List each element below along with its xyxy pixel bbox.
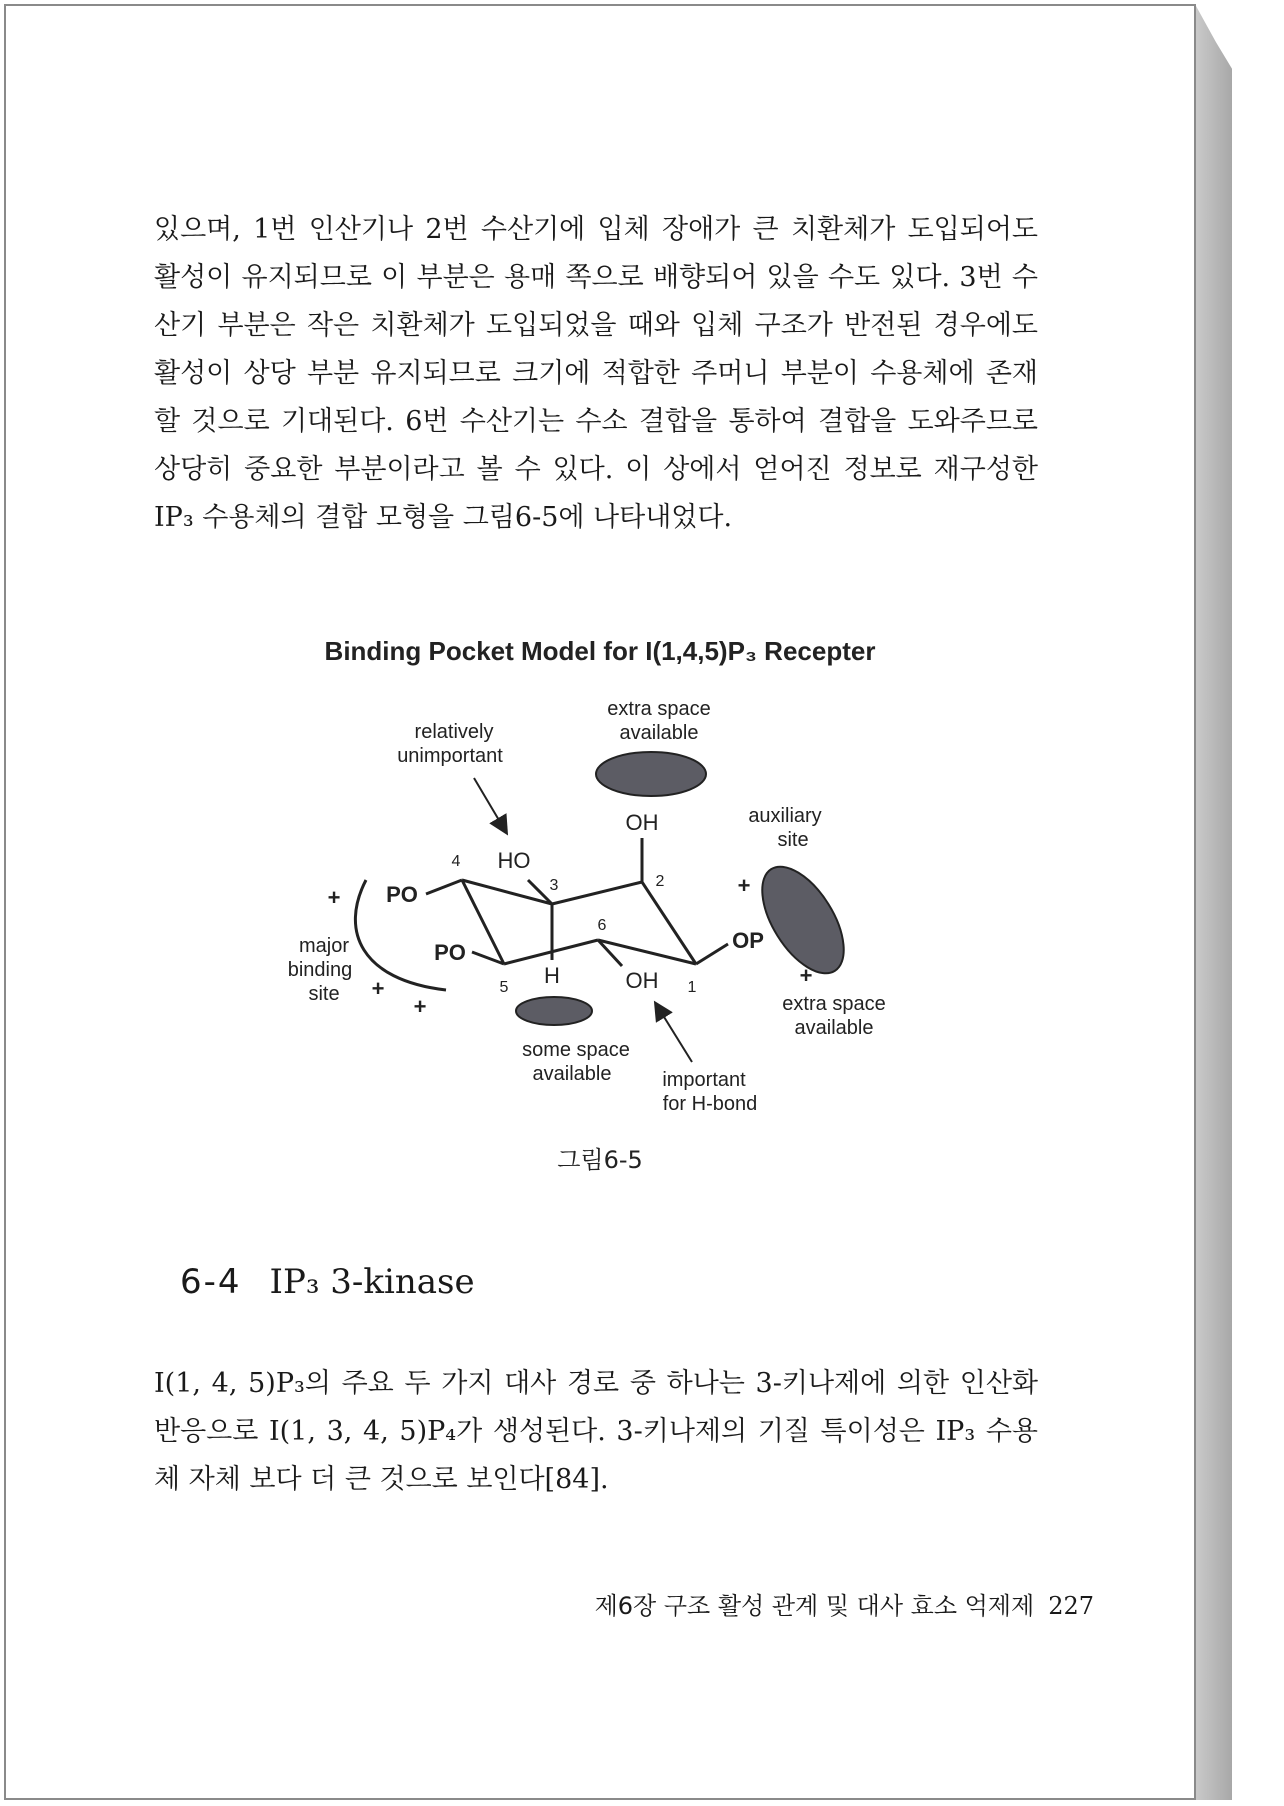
label-extra-space-top-2: available xyxy=(619,722,699,744)
label-oh-bottom: OH xyxy=(625,968,659,993)
plus-sign-4: + xyxy=(737,873,751,898)
carbon-number-6: 6 xyxy=(597,917,607,934)
label-major: major xyxy=(298,935,350,957)
carbon-number-5: 5 xyxy=(499,979,509,996)
label-auxiliary-site: site xyxy=(777,829,809,851)
arrow-to-oh xyxy=(656,1004,692,1062)
label-relatively: relatively xyxy=(414,721,494,743)
body-paragraph-1: 있으며, 1번 인산기나 2번 수산기에 입체 장애가 큰 치환체가 도입되어도 활성이 유지되므로 이 부분은 용매 쪽으로 배향되어 있을 수도 있다. 3번 수산기 부분은 작은 치환체가 도입되었을 때와 입체 구조가 반전된 경우에도 활성이 상당 부분 유지되므로 크기에 적합한 주머니 부분이 수용체에 존재할 것으로 기대된다. 6번 수산기는 수소 결합을 통하여 결합을 도와주므로 상당히 중요한 부분이라고 볼 수 있다. 이 상에서 얻어진 정보로 재구성한 IP₃ 수용체의 결합 모형을 그림6-5에 나타내었다. xyxy=(154,214,1038,533)
plus-sign-2: + xyxy=(371,976,385,1001)
label-some-space: some space xyxy=(522,1039,630,1061)
label-op-1: OP xyxy=(732,928,764,953)
inositol-ring xyxy=(426,838,728,966)
carbon-number-4: 4 xyxy=(451,853,461,870)
footer-chapter-title: 제6장 구조 활성 관계 및 대사 효소 억제제 xyxy=(594,1592,1035,1620)
label-po-5: PO xyxy=(434,940,466,965)
carbon-number-2: 2 xyxy=(655,873,665,890)
section-number: 6-4 xyxy=(180,1262,242,1302)
body-paragraph-2: I(1, 4, 5)P₃의 주요 두 가지 대사 경로 중 하나는 3-키나제에 의한 인산화 반응으로 I(1, 3, 4, 5)P₄가 생성된다. 3-키나제의 기질 특이성은 IP₃ 수용체 자체 보다 더 큰 것으로 보인다[84]. xyxy=(154,1368,1038,1495)
section-title: IP₃ 3-kinase xyxy=(269,1262,475,1302)
label-po-4: PO xyxy=(386,882,418,907)
section-heading xyxy=(180,1262,475,1302)
label-extra-space-right-1: extra space xyxy=(782,993,886,1015)
carbon-number-1: 1 xyxy=(687,979,697,996)
running-footer xyxy=(595,1586,1094,1621)
page-stack-edge xyxy=(1196,6,1232,1800)
binding-pocket-diagram xyxy=(250,630,950,1150)
label-important: important xyxy=(662,1069,746,1091)
label-ho: HO xyxy=(497,848,531,873)
pocket-ellipse-bottom xyxy=(516,997,592,1025)
label-extra-space-right-2: available xyxy=(794,1017,874,1039)
label-oh-top: OH xyxy=(625,810,659,835)
page-number: 227 xyxy=(1048,1592,1094,1620)
label-site: site xyxy=(308,983,340,1005)
plus-sign-3: + xyxy=(413,994,427,1019)
figure-binding-pocket-model xyxy=(250,630,950,1150)
carbon-number-3: 3 xyxy=(549,877,559,894)
plus-sign-1: + xyxy=(327,885,341,910)
label-some-space-available: available xyxy=(532,1063,612,1085)
label-for-h-bond: for H-bond xyxy=(662,1093,758,1115)
figure-title: Binding Pocket Model for I(1,4,5)P₃ Recepter xyxy=(324,636,876,666)
figure-caption: 그림6-5 xyxy=(557,1146,643,1174)
label-h: H xyxy=(544,963,560,988)
label-binding: binding xyxy=(287,959,353,981)
arrow-to-ho xyxy=(474,778,506,832)
label-auxiliary: auxiliary xyxy=(748,805,822,827)
pocket-ellipse-top xyxy=(596,752,706,796)
label-extra-space-top-1: extra space xyxy=(607,698,711,720)
label-unimportant: unimportant xyxy=(397,745,503,767)
plus-sign-5: + xyxy=(799,963,813,988)
